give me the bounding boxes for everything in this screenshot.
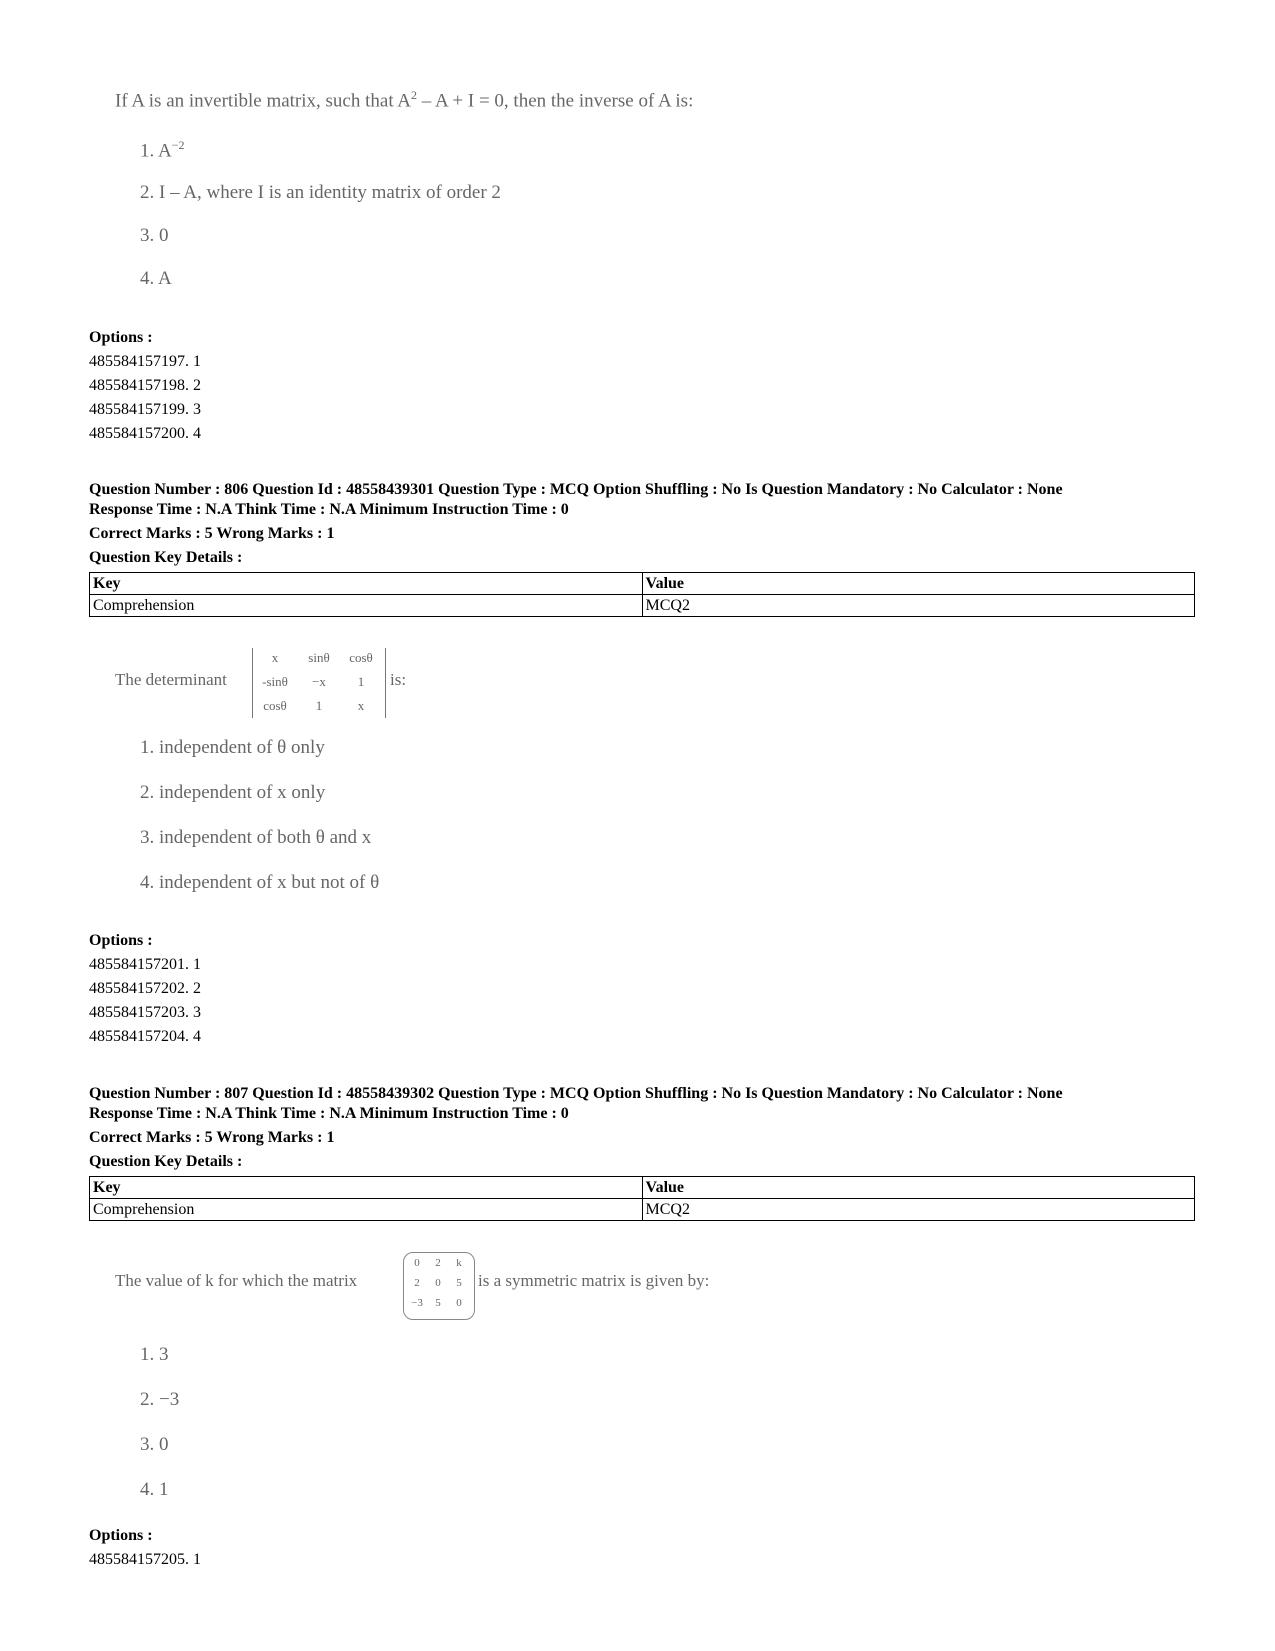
question-807-key-table [89, 1176, 1195, 1221]
question-807-option-2: 2. −3 [140, 1389, 180, 1410]
option-id-row: 485584157205. 1 [89, 1551, 201, 1568]
table-header-row [90, 573, 1195, 595]
matrix-cell: 0 [414, 1257, 420, 1269]
question-806-header: Question Number : 806 Question Id : 48558439301 Question Type : MCQ Option Shuffling : No Is Question Mandatory : No Calculator : None [89, 481, 1063, 498]
question-806-option-3: 3. independent of both θ and x [140, 827, 372, 848]
option-id-row: 485584157201. 1 [89, 956, 201, 973]
question-807-option-4: 4. 1 [140, 1479, 169, 1500]
question-806-key-details-label: Question Key Details : [89, 549, 243, 566]
matrix-cell: 0 [435, 1277, 441, 1289]
question-807-key-details-label: Question Key Details : [89, 1153, 243, 1170]
option-id-row: 485584157200. 4 [89, 425, 201, 442]
matrix-cell: 1 [357, 674, 365, 689]
question-807-header: Question Number : 807 Question Id : 48558439302 Question Type : MCQ Option Shuffling : No Is Question Mandatory : No Calculator : None [89, 1085, 1063, 1102]
question-806-option-1: 1. independent of θ only [140, 737, 325, 758]
question-807-option-1: 1. 3 [140, 1344, 169, 1365]
table-header-key: Key [90, 1177, 643, 1199]
matrix-cell: 1 [315, 698, 323, 713]
option-id-row: 485584157203. 3 [89, 1004, 201, 1021]
question-805-stem [115, 88, 693, 112]
question-806-stem-pre: The determinant [115, 670, 227, 689]
table-cell-key: Comprehension [90, 595, 643, 617]
option-id-row: 485584157204. 4 [89, 1028, 201, 1045]
question-807-subheader: Response Time : N.A Think Time : N.A Minimum Instruction Time : 0 [89, 1105, 569, 1122]
table-row [90, 595, 1195, 617]
stem-text: If A is an invertible matrix, such that A [115, 90, 412, 112]
question-805-option-3: 3. 0 [140, 225, 169, 246]
question-807-marks: Correct Marks : 5 Wrong Marks : 1 [89, 1129, 335, 1146]
question-807-option-3: 3. 0 [140, 1434, 169, 1455]
option-id-row: 485584157197. 1 [89, 353, 201, 370]
table-cell-key: Comprehension [90, 1199, 643, 1221]
question-805-option-2: 2. I – A, where I is an identity matrix of order 2 [140, 182, 501, 203]
question-806-marks: Correct Marks : 5 Wrong Marks : 1 [89, 525, 335, 542]
symmetric-matrix [403, 1252, 475, 1320]
option-id-row: 485584157198. 2 [89, 377, 201, 394]
option-superscript: −2 [171, 138, 185, 152]
matrix-cell: 2 [414, 1277, 420, 1289]
matrix-cell: 2 [435, 1257, 441, 1269]
matrix-cell: 0 [456, 1297, 462, 1309]
question-805-option-1 [140, 138, 184, 162]
determinant-matrix [252, 648, 386, 718]
question-806-subheader: Response Time : N.A Think Time : N.A Minimum Instruction Time : 0 [89, 501, 569, 518]
options-label: Options : [89, 932, 153, 949]
table-header-value: Value [642, 573, 1195, 595]
option-id-row: 485584157202. 2 [89, 980, 201, 997]
options-label: Options : [89, 329, 153, 346]
matrix-cell: −3 [411, 1297, 423, 1309]
matrix-cell: −x [312, 674, 326, 689]
stem-text: – A + I = 0, then the inverse of A is: [417, 90, 694, 112]
table-row [90, 1199, 1195, 1221]
options-label: Options : [89, 1527, 153, 1544]
option-text: 1. A [140, 140, 172, 162]
table-cell-value: MCQ2 [642, 1199, 1195, 1221]
table-header-row [90, 1177, 1195, 1199]
table-header-key: Key [90, 573, 643, 595]
matrix-cell: cosθ [349, 650, 373, 665]
table-cell-value: MCQ2 [642, 595, 1195, 617]
matrix-body [404, 1253, 474, 1319]
question-807-stem-post: is a symmetric matrix is given by: [478, 1271, 710, 1290]
stem-superscript: 2 [411, 88, 418, 102]
matrix-cell: sinθ [308, 650, 330, 665]
matrix-cell: 5 [435, 1297, 441, 1309]
option-id-row: 485584157199. 3 [89, 401, 201, 418]
matrix-cell: -sinθ [262, 674, 288, 689]
matrix-cell: 5 [456, 1277, 462, 1289]
question-806-option-2: 2. independent of x only [140, 782, 326, 803]
question-806-stem-post: is: [390, 670, 407, 689]
matrix-cell: x [271, 650, 279, 665]
question-807-stem-pre: The value of k for which the matrix [115, 1271, 358, 1290]
question-805-option-4: 4. A [140, 268, 172, 289]
matrix-cell: k [456, 1257, 462, 1269]
matrix-cell: x [357, 698, 365, 713]
table-header-value: Value [642, 1177, 1195, 1199]
question-806-option-4: 4. independent of x but not of θ [140, 872, 380, 893]
matrix-cell: cosθ [263, 698, 287, 713]
question-806-key-table [89, 572, 1195, 617]
